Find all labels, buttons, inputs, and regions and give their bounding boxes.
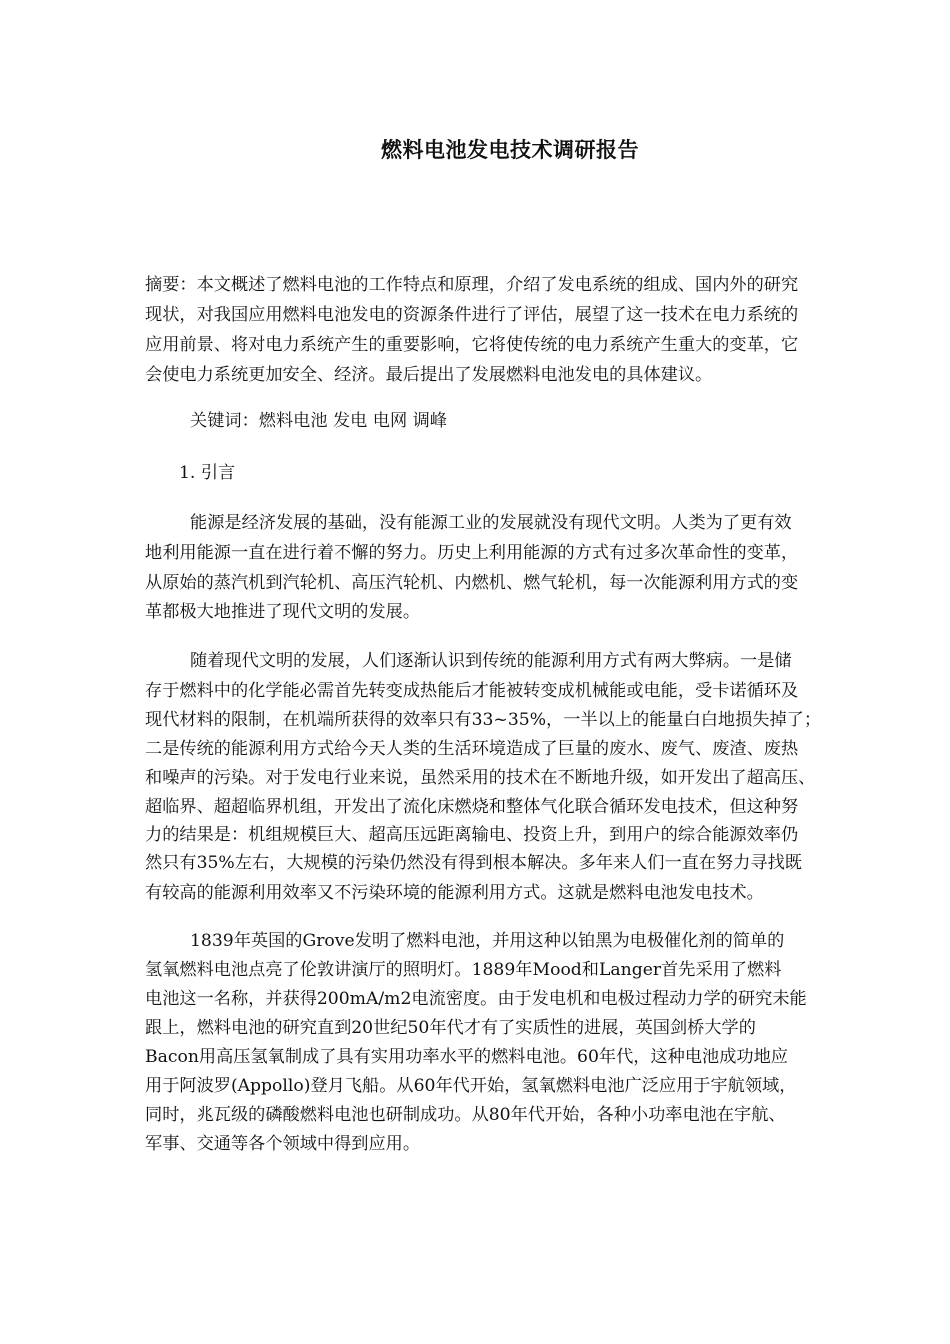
paragraph-line: 用于阿波罗(Appollo)登月飞船。从60年代开始，氢氧燃料电池广泛应用于宇航领域， <box>145 1076 797 1096</box>
paragraph-line: 电池这一名称，并获得200mA/m2电流密度。由于发电机和电极过程动力学的研究未能 <box>145 989 807 1009</box>
abstract-line: 摘要：本文概述了燃料电池的工作特点和原理，介绍了发电系统的组成、国内外的研究 <box>145 275 799 295</box>
paragraph-line: 力的结果是：机组规模巨大、超高压远距离输电、投资上升，到用户的综合能源效率仍 <box>145 825 799 845</box>
abstract-line: 现状，对我国应用燃料电池发电的资源条件进行了评估，展望了这一技术在电力系统的 <box>145 305 799 325</box>
paragraph-line: 1839年英国的Grove发明了燃料电池，并用这种以铂黑为电极催化剂的简单的 <box>190 931 785 951</box>
paragraph-line: 从原始的蒸汽机到汽轮机、高压汽轮机、内燃机、燃气轮机，每一次能源利用方式的变 <box>145 573 799 593</box>
paragraph-line: 和噪声的污染。对于发电行业来说，虽然采用的技术在不断地升级，如开发出了超高压、 <box>145 768 816 788</box>
paragraph-line: Bacon用高压氢氧制成了具有实用功率水平的燃料电池。60年代，这种电池成功地应 <box>145 1047 788 1067</box>
keywords: 关键词：燃料电池 发电 电网 调峰 <box>190 411 448 431</box>
paragraph-line: 革都极大地推进了现代文明的发展。 <box>145 602 421 622</box>
paragraph-line: 有较高的能源利用效率又不污染环境的能源利用方式。这就是燃料电池发电技术。 <box>145 883 764 903</box>
paragraph-line: 存于燃料中的化学能必需首先转变成热能后才能被转变成机械能或电能，受卡诺循环及 <box>145 681 799 701</box>
paragraph-line: 氢氧燃料电池点亮了伦敦讲演厅的照明灯。1889年Mood和Langer首先采用了燃料 <box>145 960 782 980</box>
paragraph-line: 能源是经济发展的基础，没有能源工业的发展就没有现代文明。人类为了更有效 <box>190 513 792 533</box>
paragraph-line: 军事、交通等各个领域中得到应用。 <box>145 1134 421 1154</box>
abstract-line: 会使电力系统更加安全、经济。最后提出了发展燃料电池发电的具体建议。 <box>145 365 713 385</box>
paragraph-line: 跟上，燃料电池的研究直到20世纪50年代才有了实质性的进展，英国剑桥大学的 <box>145 1018 756 1038</box>
section-heading: 1. 引言 <box>179 463 236 483</box>
paragraph-line: 同时，兆瓦级的磷酸燃料电池也研制成功。从80年代开始，各种小功率电池在宇航、 <box>145 1105 786 1125</box>
paragraph-line: 二是传统的能源利用方式给今天人类的生活环境造成了巨量的废水、废气、废渣、废热 <box>145 739 799 759</box>
paragraph-line: 然只有35%左右，大规模的污染仍然没有得到根本解决。多年来人们一直在努力寻找既 <box>145 853 802 873</box>
paragraph-line: 超临界、超超临界机组，开发出了流化床燃烧和整体气化联合循环发电技术，但这种努 <box>145 797 799 817</box>
paragraph-line: 随着现代文明的发展，人们逐渐认识到传统的能源利用方式有两大弊病。一是储 <box>190 651 792 671</box>
abstract-line: 应用前景、将对电力系统产生的重要影响，它将使传统的电力系统产生重大的变革，它 <box>145 335 799 355</box>
paragraph-line: 地利用能源一直在进行着不懈的努力。历史上利用能源的方式有过多次革命性的变革， <box>145 543 799 563</box>
document-title: 燃料电池发电技术调研报告 <box>381 137 639 162</box>
paragraph-line: 现代材料的限制，在机端所获得的效率只有33~35%，一半以上的能量白白地损失掉了； <box>145 710 822 730</box>
